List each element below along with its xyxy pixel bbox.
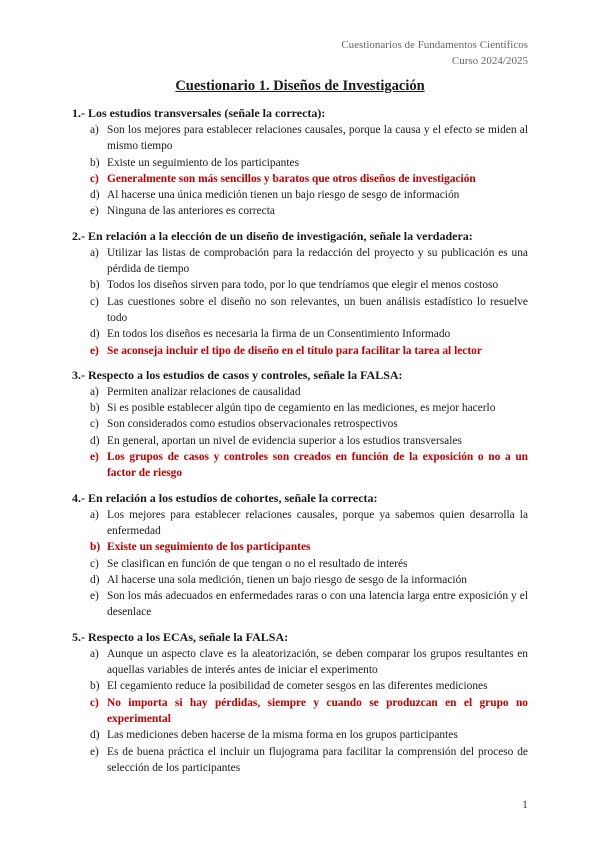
- answer-option: [72, 245, 528, 278]
- option-text: Ninguna de las anteriores es correcta: [107, 205, 275, 218]
- option-text: Permiten analizar relaciones de causalidad: [107, 385, 301, 398]
- answer-option: [72, 384, 528, 400]
- option-letter: c): [90, 557, 99, 570]
- option-text: Existe un seguimiento de los participantes: [107, 156, 300, 169]
- option-text: Aunque un aspecto clave es la aleatorización, se deben comparar los grupos resultantes en aquellas variables de interés antes de iniciar el experimento: [107, 647, 528, 677]
- questions-list: [72, 105, 528, 784]
- answer-option: [72, 203, 528, 219]
- answer-option: [72, 277, 528, 293]
- option-text: Son los mejores para establecer relaciones causales, porque la causa y el efecto se miden al mismo tiempo: [107, 124, 528, 153]
- answer-option-correct: [72, 449, 528, 482]
- answer-option: [72, 556, 528, 572]
- answer-option: [72, 294, 528, 327]
- answer-options: [72, 245, 528, 359]
- question-4: [72, 490, 528, 621]
- course-year: Curso 2024/2025: [451, 55, 528, 67]
- option-text: Generalmente son más sencillos y baratos que otros diseños de investigación: [107, 172, 476, 185]
- answer-option: [72, 744, 528, 777]
- option-text: Las mediciones deben hacerse de la misma forma en los grupos participantes: [107, 729, 458, 742]
- option-text: Las cuestiones sobre el diseño no son relevantes, un buen análisis estadístico lo resuelve todo: [107, 295, 528, 324]
- question-stem: 4.- En relación a los estudios de cohortes, señale la correcta:: [72, 490, 378, 505]
- option-letter: b): [90, 279, 100, 292]
- option-text: En todos los diseños es necesaria la firma de un Consentimiento Informado: [107, 328, 451, 341]
- page-header: [341, 37, 528, 69]
- option-letter: a): [90, 508, 99, 521]
- question-5: [72, 629, 528, 776]
- option-letter: d): [90, 573, 100, 586]
- option-letter: a): [90, 246, 99, 259]
- answer-option-correct: [72, 171, 528, 187]
- option-text: Son considerados como estudios observacionales retrospectivos: [107, 418, 398, 431]
- question-stem: 2.- En relación a la elección de un diseño de investigación, señale la verdadera:: [72, 228, 473, 243]
- option-letter: b): [90, 680, 100, 693]
- option-text: No importa si hay pérdidas, siempre y cuando se produzcan en el grupo no experimental: [107, 696, 528, 725]
- option-letter: b): [90, 541, 101, 554]
- answer-option: [72, 400, 528, 416]
- option-text: Los mejores para establecer relaciones causales, porque ya sabemos quien desarrolla la enfermedad: [107, 508, 528, 537]
- option-letter: b): [90, 402, 100, 415]
- option-text: Al hacerse una sola medición, tienen un bajo riesgo de sesgo de la información: [107, 573, 467, 586]
- answer-option: [72, 433, 528, 449]
- option-text: Al hacerse una única medición tienen un bajo riesgo de sesgo de información: [107, 189, 460, 202]
- option-letter: a): [90, 647, 99, 660]
- option-text: Son los más adecuados en enfermedades raras o con una latencia larga entre exposición y el desenlace: [107, 590, 528, 619]
- option-text: Si es posible establecer algún tipo de cegamiento en las mediciones, es mejor hacerlo: [107, 402, 496, 415]
- option-letter: e): [90, 590, 99, 603]
- answer-options: [72, 122, 528, 220]
- question-2: [72, 228, 528, 359]
- option-letter: d): [90, 729, 100, 742]
- option-letter: d): [90, 434, 100, 447]
- document-title: Cuestionario 1. Diseños de Investigación: [175, 78, 425, 94]
- option-letter: c): [90, 418, 99, 431]
- question-1: [72, 105, 528, 220]
- answer-option-correct: [72, 539, 528, 555]
- answer-option: [72, 507, 528, 540]
- option-text: Los grupos de casos y controles son creados en función de la exposición o no a un factor de riesgo: [107, 451, 528, 480]
- option-letter: d): [90, 328, 100, 341]
- page-number: 1: [522, 797, 528, 811]
- option-text: Todos los diseños sirven para todo, por lo que tendríamos que elegir el menos costoso: [107, 279, 499, 292]
- answer-option: [72, 122, 528, 155]
- question-stem: 5.- Respecto a los ECAs, señale la FALSA:: [72, 629, 289, 644]
- answer-options: [72, 384, 528, 482]
- answer-option: [72, 187, 528, 203]
- option-text: Existe un seguimiento de los participantes: [107, 541, 311, 554]
- answer-option: [72, 416, 528, 432]
- course-name: Cuestionarios de Fundamentos Científicos: [341, 39, 528, 51]
- answer-option: [72, 155, 528, 171]
- option-text: El cegamiento reduce la posibilidad de cometer sesgos en las diferentes mediciones: [107, 680, 488, 693]
- option-letter: e): [90, 745, 99, 758]
- answer-option-correct: [72, 343, 528, 359]
- option-text: Se aconseja incluir el tipo de diseño en el título para facilitar la tarea al lector: [107, 344, 482, 357]
- option-letter: e): [90, 205, 99, 218]
- option-letter: c): [90, 172, 99, 185]
- question-stem: 1.- Los estudios transversales (señale la correcta):: [72, 106, 326, 120]
- answer-option: [72, 326, 528, 342]
- answer-option: [72, 572, 528, 588]
- answer-option-correct: [72, 695, 528, 728]
- answer-options: [72, 646, 528, 776]
- answer-option: [72, 588, 528, 621]
- option-text: Utilizar las listas de comprobación para la redacción del proyecto y su publicación es una pérdida de tiempo: [107, 246, 528, 276]
- option-text: Es de buena práctica el incluir un flujograma para facilitar la comprensión del proceso de selección de los participantes: [107, 745, 528, 774]
- option-letter: e): [90, 451, 99, 464]
- option-letter: d): [90, 189, 100, 202]
- answer-option: [72, 678, 528, 694]
- option-text: En general, aportan un nivel de evidencia superior a los estudios transversales: [107, 434, 462, 447]
- option-letter: e): [90, 344, 99, 357]
- option-letter: c): [90, 295, 99, 308]
- question-3: [72, 367, 528, 482]
- option-letter: a): [90, 124, 99, 136]
- answer-option: [72, 646, 528, 679]
- question-stem: 3.- Respecto a los estudios de casos y controles, señale la FALSA:: [72, 367, 403, 382]
- answer-options: [72, 507, 528, 621]
- option-text: Se clasifican en función de que tengan o no el resultado de interés: [107, 557, 408, 570]
- option-letter: a): [90, 385, 99, 398]
- answer-option: [72, 727, 528, 743]
- option-letter: b): [90, 156, 100, 169]
- option-letter: c): [90, 696, 99, 709]
